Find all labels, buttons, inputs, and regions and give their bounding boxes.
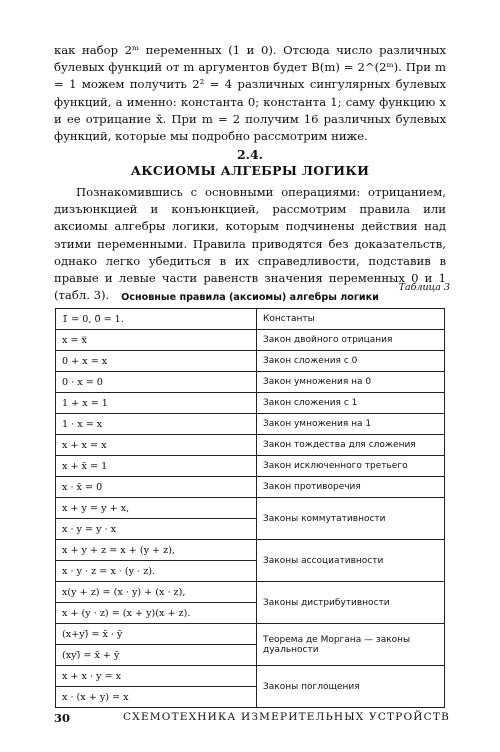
law-name-cell: Закон противоречия — [257, 477, 445, 498]
law-name-cell: Законы ассоциативности — [257, 540, 445, 582]
formula-cell: x · y = y · x — [56, 519, 257, 540]
law-name-cell: Закон сложения с 1 — [257, 393, 445, 414]
formula-cell: x + x̄ = 1 — [56, 456, 257, 477]
table-row — [56, 435, 445, 456]
law-name-cell: Закон исключенного третьего — [257, 456, 445, 477]
formula-cell: 1 + x = 1 — [56, 393, 257, 414]
section-number: 2.4. — [236, 147, 264, 162]
page-number: 30 — [54, 711, 71, 725]
page-footer — [54, 711, 450, 725]
formula-cell: (xy)̅ = x̄ + ȳ — [56, 645, 257, 666]
formula-cell: 1̄ = 0, 0̄ = 1. — [56, 309, 257, 330]
formula-cell: 0 · x = 0 — [56, 372, 257, 393]
formula-cell: x + x · y = x — [56, 666, 257, 687]
formula-cell: (x+y)̅ = x̄ · ȳ — [56, 624, 257, 645]
table-row — [56, 624, 445, 645]
table-row — [56, 309, 445, 330]
section-paragraph — [54, 184, 446, 304]
table-row — [56, 414, 445, 435]
law-name-cell: Закон двойного отрицания — [257, 330, 445, 351]
formula-cell: x = x̿ — [56, 330, 257, 351]
table-number: Таблица 3 — [398, 282, 450, 293]
table-row — [56, 393, 445, 414]
section-title: АКСИОМЫ АЛГЕБРЫ ЛОГИКИ — [130, 163, 370, 178]
table-row — [56, 498, 445, 519]
table-row — [56, 540, 445, 561]
formula-cell: x(y + z) = (x · y) + (x · z), — [56, 582, 257, 603]
table-row — [56, 582, 445, 603]
law-name-cell: Закон умножения на 0 — [257, 372, 445, 393]
intro-paragraph — [54, 42, 446, 145]
formula-cell: 0 + x = x — [56, 351, 257, 372]
table-row — [56, 456, 445, 477]
formula-cell: 1 · x = x — [56, 414, 257, 435]
law-name-cell: Закон сложения с 0 — [257, 351, 445, 372]
formula-cell: x · x̄ = 0 — [56, 477, 257, 498]
formula-cell: x + (y · z) = (x + y)(x + z). — [56, 603, 257, 624]
table-row — [56, 372, 445, 393]
law-name-cell: Законы коммутативности — [257, 498, 445, 540]
law-name-cell: Теорема де Моргана — законы дуальности — [257, 624, 445, 666]
intro-paragraph-text: как набор 2ᵐ переменных (1 и 0). Отсюда число различных булевых функций от m аргументов будет B(m) = 2^(2ᵐ). При m = 1 можем получить 2² = 4 различных сингулярных булевых функций, а именно: константа 0; константа 1; саму функцию x и ее отрицание x̄. При m = 2 получим 16 различных булевых функций, которые мы подробно рассмотрим ниже. — [54, 43, 446, 144]
table-row — [56, 666, 445, 687]
section-paragraph-text: Познакомившись с основными операциями: отрицанием, дизъюнкцией и конъюнкцией, рассмотрим правила или аксиомы алгебры логики, которым подчинены действия над этими переменными. Правила приводятся без доказательств, однако легко убедиться в их справедливости, подставив в правые и левые части равенств значения переменных 0 и 1 (табл. 3). — [54, 185, 446, 303]
formula-cell: x + x = x — [56, 435, 257, 456]
law-name-cell: Закон умножения на 1 — [257, 414, 445, 435]
table-row — [56, 351, 445, 372]
formula-cell: x · (x + y) = x — [56, 687, 257, 708]
table-row — [56, 330, 445, 351]
formula-cell: x + y + z = x + (y + z), — [56, 540, 257, 561]
axioms-table — [55, 308, 445, 708]
running-title: СХЕМОТЕХНИКА ИЗМЕРИТЕЛЬНЫХ УСТРОЙСТВ — [123, 711, 450, 723]
law-name-cell: Законы поглощения — [257, 666, 445, 708]
law-name-cell: Закон тождества для сложения — [257, 435, 445, 456]
formula-cell: x + y = y + x, — [56, 498, 257, 519]
table-row — [56, 477, 445, 498]
law-name-cell: Константы — [257, 309, 445, 330]
law-name-cell: Законы дистрибутивности — [257, 582, 445, 624]
formula-cell: x · y · z = x · (y · z). — [56, 561, 257, 582]
table-caption: Основные правила (аксиомы) алгебры логики — [121, 292, 379, 303]
